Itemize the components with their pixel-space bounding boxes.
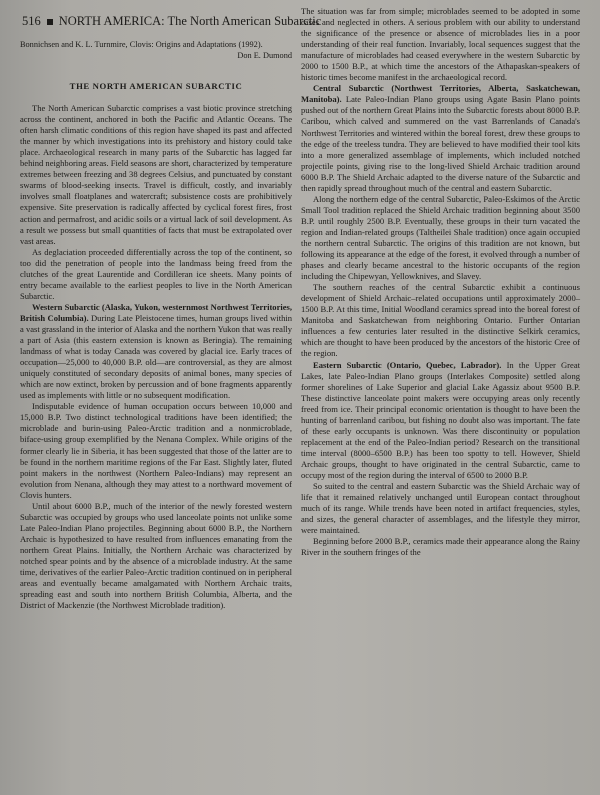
paragraph: Until about 6000 B.P., much of the interior of the newly forested western Subarctic was occupied by groups who used lanceolate points not unlike some Late Paleo-Indian Plano projectiles. Beginning about 6000 B.P., the Northern Archaic is hypothesized to have resulted from influences emanating from the northern Great Plains. Initially, the Northern Archaic was characterized by notched spear points and by the absence of a microblade industry. At the same time, derivatives of the earlier Paleo-Arctic tradition continued on in peripheral areas and eventually became amalgamated with Northern Archaic traits, spreading east and south into northern British Columbia, Alberta, and the District of Mackenzie (the Northwest Microblade tradition). xyxy=(20,500,292,611)
subsection-heading: Western Subarctic (Alaska, Yukon, westernmost Northwest Territories, British Columbia). xyxy=(20,301,292,323)
paragraph: As deglaciation proceeded differentially across the top of the continent, so too did the penetration of people into the landmass being freed from the clutches of the great Laurentide and Cordilleran ice sheets. Many points of entry became available to the earliest peoples to live in the North American Subarctic. xyxy=(20,246,292,301)
paragraph xyxy=(301,360,580,482)
author-credit: Don E. Dumond xyxy=(237,50,292,60)
running-title: NORTH AMERICA: The North American Subarctic xyxy=(58,14,322,28)
paragraph-text: In the Upper Great Lakes, late Paleo-Indian Plano groups (Interlakes Composite) settled along former shorelines of Lake Superior and glacial Lake Agassiz about 9500 B.P. These distinctive lanceolate point makers were occupying areas only recently freed from ice. Their principal economic orientation is thought to have been the hunting of barrenland caribou, but fishing no doubt also was important. The fate of these early occupants is unknown. Was there discontinuity or population replacement at the end of the Paleo-Indian period? Research on the transitional time interval (8000–6500 B.P.) has been too spotty to tell. However, Shield Archaic groups, thought to have originated in the central Subarctic, came to occupy most of the region during the interval of 6500 to 2000 B.P. xyxy=(301,359,580,480)
section-title: THE NORTH AMERICAN SUBARCTIC xyxy=(69,81,243,91)
paragraph: The situation was far from simple; microblades seemed to be adopted in some cases and neglected in others. A serious problem with our ability to understand the significance of the presence or absence of microblades lies in a poor understanding of their real function. Invariably, local sequences suggest that the manufacture of microblades had ceased everywhere in the western Subarctic by 2000 to 1500 B.P., at which time the ancestors of the Athapaskan-speakers of historic times become manifest in the archaeological record. xyxy=(301,6,580,83)
paragraph: So suited to the central and eastern Subarctic was the Shield Archaic way of life that it remained relatively unchanged until European contact throughout much of its range. While trends have been noted in artifact frequencies, styles, and sizes, the general character of assemblages, and the lifestyle they mirror, were maintained. xyxy=(301,481,580,536)
page-number: 516 xyxy=(22,14,41,28)
paragraph xyxy=(20,302,292,401)
right-column xyxy=(301,6,580,558)
square-bullet-icon xyxy=(47,19,53,25)
paragraph: Along the northern edge of the central Subarctic, Paleo-Eskimos of the Arctic Small Tool tradition replaced the Shield Archaic tradition beginning about 3500 B.P. until roughly 2500 B.P. Eventually, these groups in their turn vacated the region and Indian-related groups (Taltheilei Shale tradition) once again occupied the northern central Subarctic. The origins of this tradition are not known, but following its appearance at the edge of the forest, it evolved through a number of phases and clearly became ancestral to the historic occupants of the region including the Chipewyan, Yellowknives, and Slavey. xyxy=(301,193,580,282)
running-header xyxy=(22,14,322,29)
subsection-heading: Central Subarctic (Northwest Territories, Alberta, Saskatchewan, Manitoba). xyxy=(301,83,580,105)
paragraph-text: During Late Pleistocene times, human groups lived within a vast grassland in the interior of Alaska and the northern Yukon that was really a part of Asia (this eastern extension is known as Beringia). The remaining landmass of what is today Canada was covered by glacial ice. Early traces of occupation—25,000 to 40,000 B.P. old—are controversial, as they are almost uniquely constituted of secondary deposits of animal bones, many species of which are now extinct, broken by percussion and of bone fragments apparently used as implements with little or no subsequent modification. xyxy=(20,312,293,401)
paragraph-text: Late Paleo-Indian Plano groups using Agate Basin Plano points pushed out of the northern Great Plains into the Subarctic forests about 8000 B.P. Caribou, which calved and summered on the vast Barrenlands of Canada's Northwest Territories and wintered within the boreal forest, drew these groups to the edge of the treeless tundra. They are believed to have modified their tool kits into a more generalized assemblage of implements, which included notched projectile points, giving rise to the long-lived Shield Archaic tradition around 6000 B.P. The Shield Archaic adapted to the diverse nature of the Subarctic and then rapidly spread throughout much of the central and eastern Subarctic. xyxy=(301,94,580,193)
left-column xyxy=(20,40,292,611)
paragraph: Indisputable evidence of human occupation occurs between 10,000 and 15,000 B.P. Two distinct technological traditions have been identified; the microblade and burin-using Paleo-Arctic tradition and a nonmicroblade, biface-using group exemplified by the Nenana Complex. While origins of the former clearly lie in Siberia, it has been suggested that those of the latter are to be found in the northern maritime regions of the Far East. Slightly later, fluted point makers in the northwest (Northern Paleo-Indians) may represent an evolution from Nenana, although they may attest to a northward movement of Clovis hunters. xyxy=(20,401,292,500)
paragraph: The southern reaches of the central Subarctic exhibit a continuous development of Shield Archaic–related occupations until approximately 2000–1500 B.P. At this time, Initial Woodland ceramics spread into the boreal forest of Manitoba and Saskatchewan from neighboring Ontario. Further Ontarian influences a few centuries later resulted in the distinctive Selkirk ceramics, which are thought to have been produced by the ancestors of the historic Cree of the region. xyxy=(301,282,580,359)
subsection-heading: Eastern Subarctic (Ontario, Quebec, Labrador). xyxy=(313,359,502,370)
bibliography-note xyxy=(20,40,292,61)
paragraph xyxy=(301,83,580,193)
paragraph: Beginning before 2000 B.P., ceramics made their appearance along the Rainy River in the southern fringes of the xyxy=(301,536,580,558)
paragraph: The North American Subarctic comprises a vast biotic province stretching across the continent, anchored in both the Pacific and Atlantic Oceans. The often harsh climatic conditions of this region have shaped its past and affected the manner by which investigations into its prehistory and history could take place. Archaeological research in many parts of the Subarctic has lagged far behind neighboring areas. Field seasons are short, characterized by temperature extremes between freezing and 38 degrees Celsius, and punctuated by constant swarms of blood-seeking insects. Travel is difficult, costly, and invariably involves small floatplanes and watercraft; subsistence costs are prohibitively expensive. Site preservation is radically affected by cyclical forest fires, frost action and permafrost, and acidic soils or a virtual lack of soil development. As a result we possess but small quantities of facts that must be extrapolated over vast areas. xyxy=(20,103,292,246)
bibliography-text: Bonnichsen and K. L. Turnmire, Clovis: Origins and Adaptations (1992). xyxy=(20,40,263,49)
